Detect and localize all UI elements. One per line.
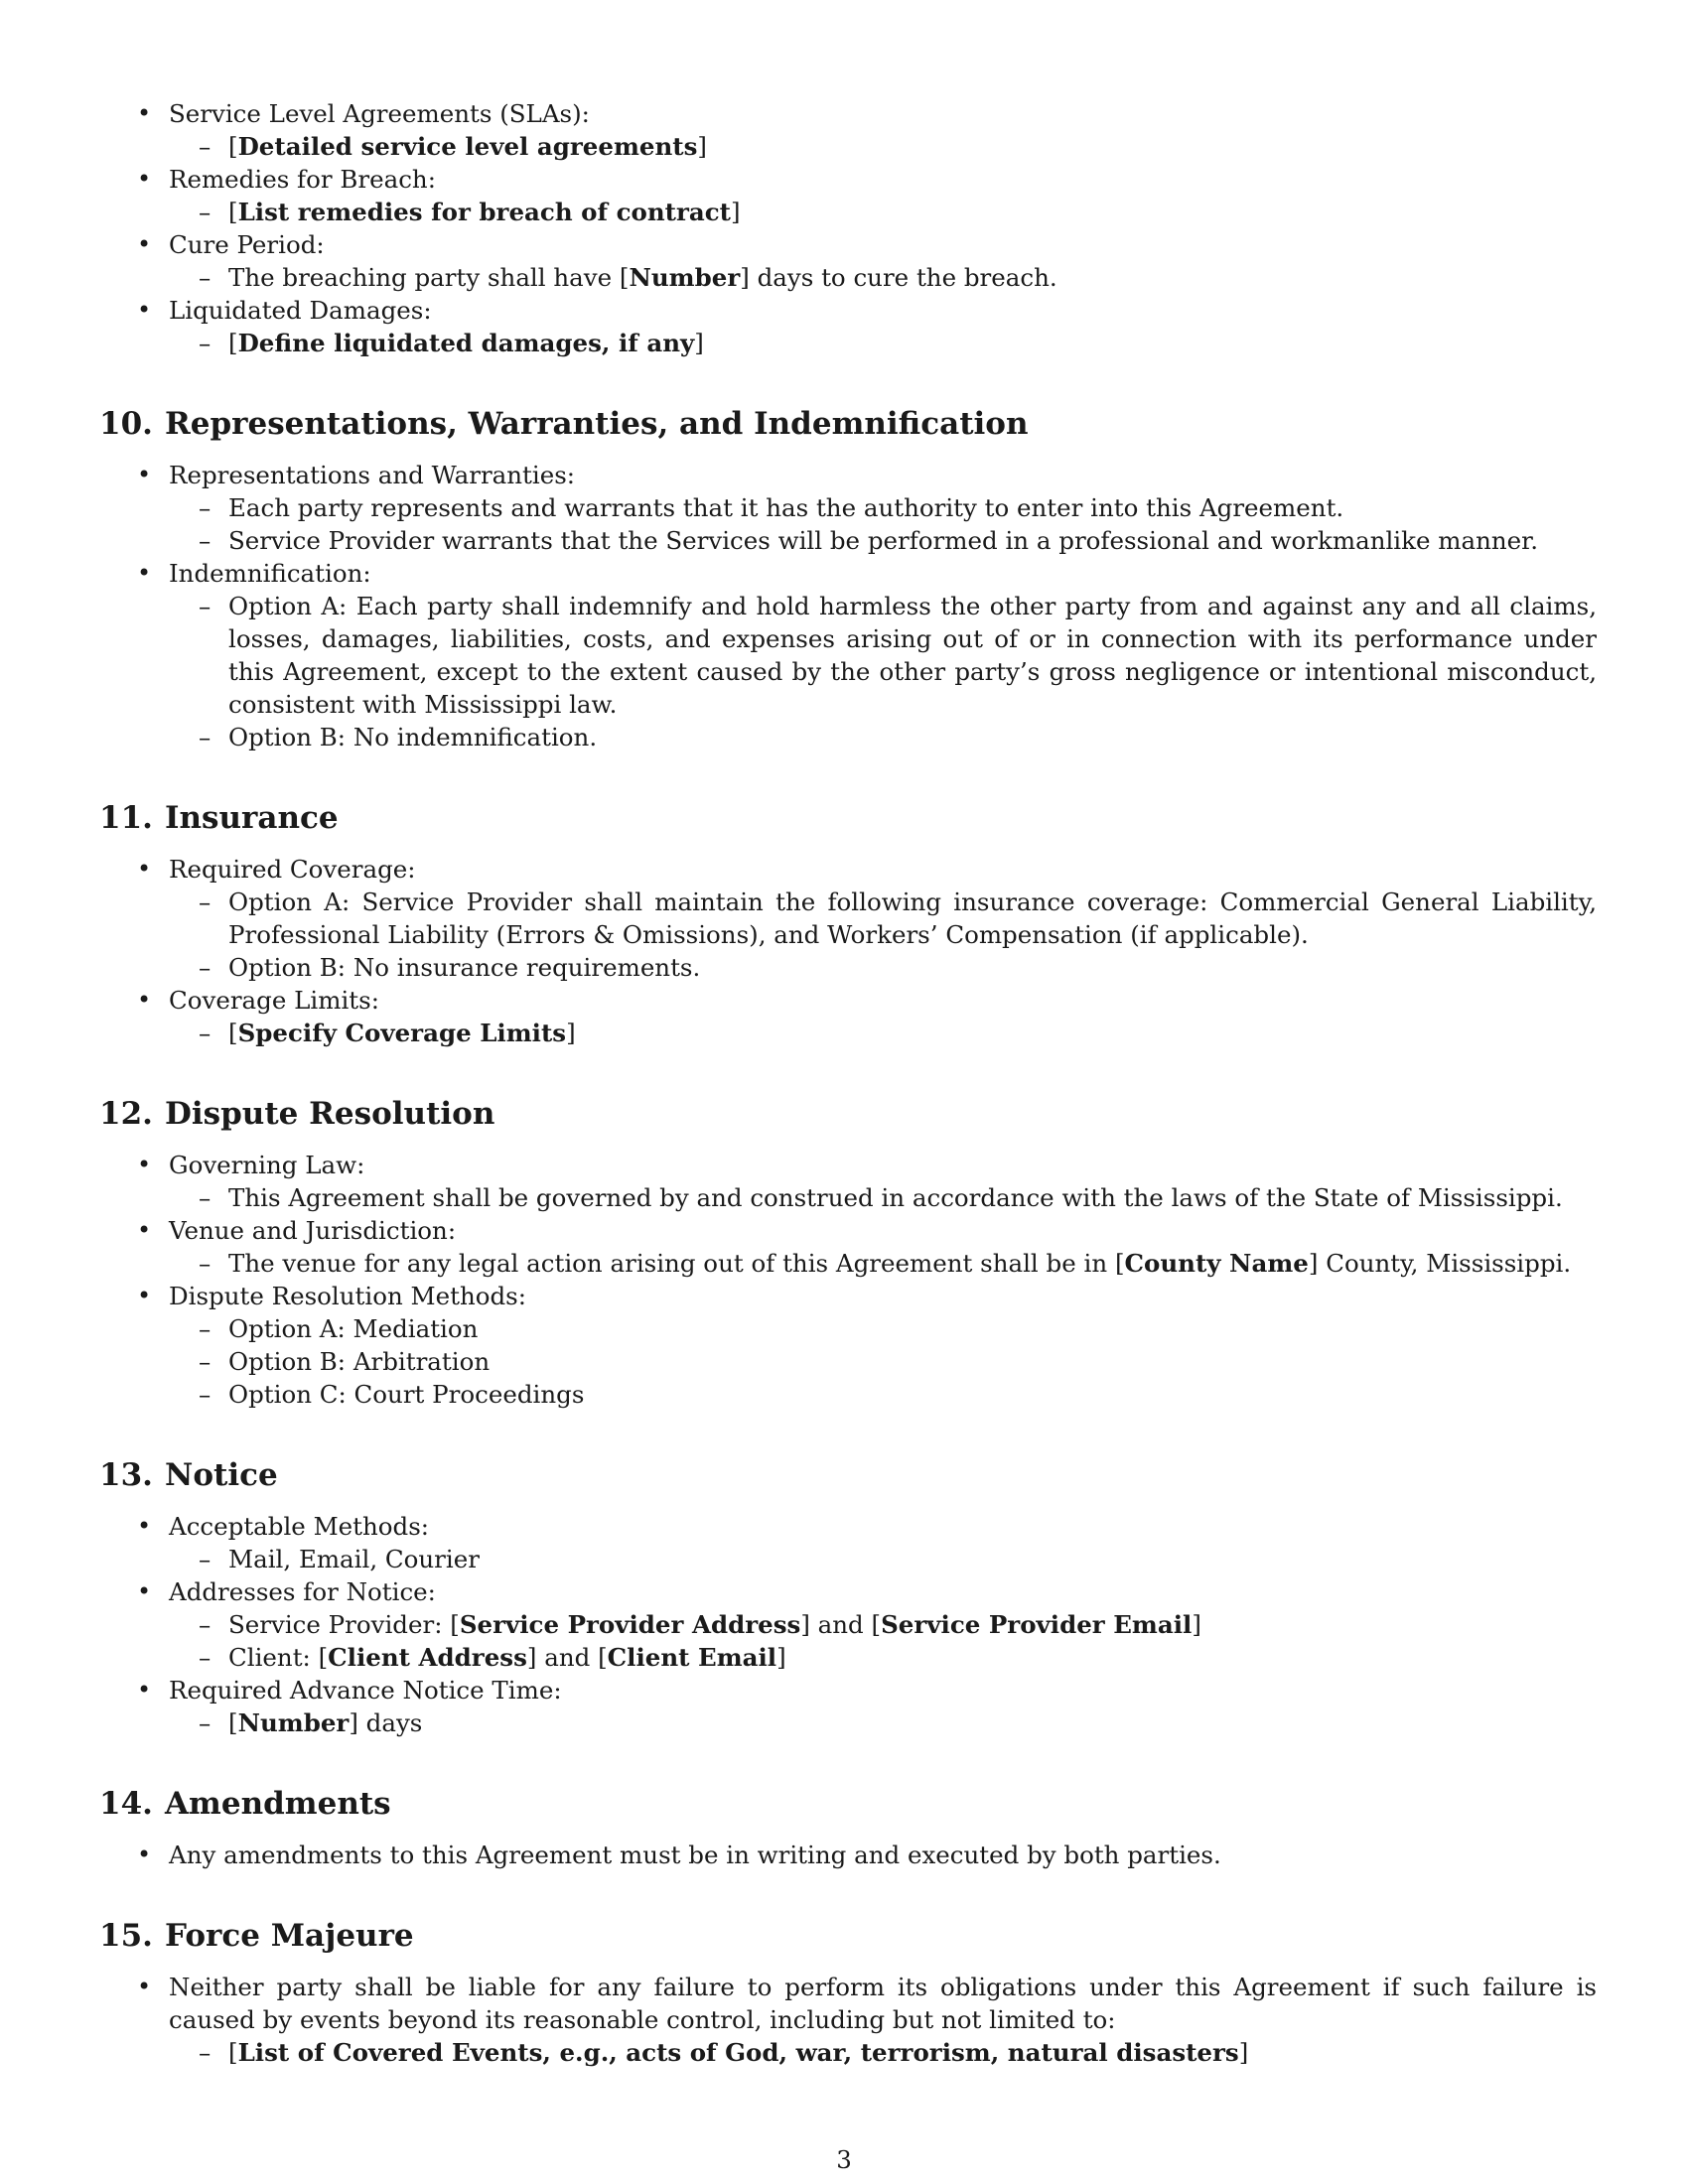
section-13 <box>99 1455 1597 1739</box>
list-item: • Neither party shall be liable for any failure to perform its obligations under this Agreement if such failure is caused by events beyond its reasonable control, including but not limited to: – [List of Covered Events, e.g., acts of God, war, terrorism, natural disasters] <box>99 1971 1597 2069</box>
section-12 <box>99 1094 1597 1411</box>
sub-item: – [Specify Coverage Limits] <box>169 1017 1597 1049</box>
section-14 <box>99 1784 1597 1871</box>
sub-item: – Each party represents and warrants that it has the authority to enter into this Agreement. <box>169 491 1597 524</box>
section-heading: 13. Notice <box>99 1457 278 1493</box>
sub-item: – The venue for any legal action arising out of this Agreement shall be in [County Name] County, Mississippi. <box>169 1247 1597 1280</box>
list-item: • Governing Law: – This Agreement shall be governed by and construed in accordance with the laws of the State of Mississippi. <box>99 1149 1597 1214</box>
sub-item: – Mail, Email, Courier <box>169 1543 1597 1575</box>
list-item: • Addresses for Notice: – Service Provider: [Service Provider Address] and [Service Provider Email] – Client: [Client Address] and [Client Email] <box>99 1575 1597 1674</box>
sub-item: – Option B: Arbitration <box>169 1345 1597 1378</box>
list-item: • Indemnification: – Option A: Each party shall indemnify and hold harmless the other party from and against any and all claims, losses, damages, liabilities, costs, and expenses arising out of or in connection with its performance under this Agreement, except to the extent caused by the other party’s gross negligence or intentional misconduct, consistent with Mississippi law. – Option B: No indemnification. <box>99 557 1597 753</box>
section-heading: 14. Amendments <box>99 1786 391 1822</box>
sub-item: – The breaching party shall have [Number] days to cure the breach. <box>169 261 1597 294</box>
list-item: • Service Level Agreements (SLAs): – [Detailed service level agreements] <box>99 97 1597 163</box>
list-item: • Acceptable Methods: – Mail, Email, Courier <box>99 1510 1597 1575</box>
sub-item: – Service Provider warrants that the Services will be performed in a professional and workmanlike manner. <box>169 524 1597 557</box>
sub-item: – This Agreement shall be governed by and construed in accordance with the laws of the State of Mississippi. <box>169 1181 1597 1214</box>
section-15 <box>99 1916 1597 2069</box>
section-heading: 10. Representations, Warranties, and Indemnification <box>99 406 1029 442</box>
list-item: • Any amendments to this Agreement must be in writing and executed by both parties. <box>99 1839 1597 1871</box>
sub-item: – Option A: Each party shall indemnify and hold harmless the other party from and against any and all claims, losses, damages, liabilities, costs, and expenses arising out of or in connection with its performance under this Agreement, except to the extent caused by the other party’s gross negligence or intentional misconduct, consistent with Mississippi law. <box>169 590 1597 721</box>
sub-item: – [List remedies for breach of contract] <box>169 196 1597 228</box>
sub-item: – Option A: Service Provider shall maintain the following insurance coverage: Commercial General Liability, Professional Liability (Errors & Omissions), and Workers’ Compensation (if applicable). <box>169 886 1597 951</box>
list-item: • Cure Period: – The breaching party shall have [Number] days to cure the breach. <box>99 228 1597 294</box>
sub-item: – [Define liquidated damages, if any] <box>169 327 1597 359</box>
list-item: • Representations and Warranties: – Each party represents and warrants that it has the authority to enter into this Agreement. – Service Provider warrants that the Services will be performed in a professional and workmanlike manner. <box>99 459 1597 557</box>
list-item: • Dispute Resolution Methods: – Option A: Mediation – Option B: Arbitration – Option C: Court Proceedings <box>99 1280 1597 1411</box>
section-heading: 12. Dispute Resolution <box>99 1096 495 1132</box>
sub-item: – [Detailed service level agreements] <box>169 130 1597 163</box>
sub-item: – Service Provider: [Service Provider Address] and [Service Provider Email] <box>169 1608 1597 1641</box>
list-item: • Liquidated Damages: – [Define liquidated damages, if any] <box>99 294 1597 359</box>
intro-list <box>99 97 1597 359</box>
sub-item: – Option C: Court Proceedings <box>169 1378 1597 1411</box>
list-item: • Remedies for Breach: – [List remedies for breach of contract] <box>99 163 1597 228</box>
section-10 <box>99 404 1597 753</box>
sub-item: – Option A: Mediation <box>169 1312 1597 1345</box>
list-item: • Coverage Limits: – [Specify Coverage Limits] <box>99 984 1597 1049</box>
list-item: • Required Advance Notice Time: – [Number] days <box>99 1674 1597 1739</box>
sub-item: – [Number] days <box>169 1706 1597 1739</box>
section-heading: 15. Force Majeure <box>99 1918 414 1954</box>
section-11 <box>99 798 1597 1049</box>
sub-item: – [List of Covered Events, e.g., acts of God, war, terrorism, natural disasters] <box>169 2036 1597 2069</box>
list-item: • Venue and Jurisdiction: – The venue for any legal action arising out of this Agreement shall be in [County Name] County, Mississippi. <box>99 1214 1597 1280</box>
sub-item: – Option B: No indemnification. <box>169 721 1597 753</box>
document-page <box>99 97 1597 2069</box>
sub-item: – Client: [Client Address] and [Client Email] <box>169 1641 1597 1674</box>
sub-item: – Option B: No insurance requirements. <box>169 951 1597 984</box>
section-heading: 11. Insurance <box>99 800 339 836</box>
page-number: 3 <box>836 2145 852 2174</box>
list-item: • Required Coverage: – Option A: Service Provider shall maintain the following insurance coverage: Commercial General Liability, Professional Liability (Errors & Omissions), and Workers’ Compensation (if applicable). – Option B: No insurance requirements. <box>99 853 1597 984</box>
